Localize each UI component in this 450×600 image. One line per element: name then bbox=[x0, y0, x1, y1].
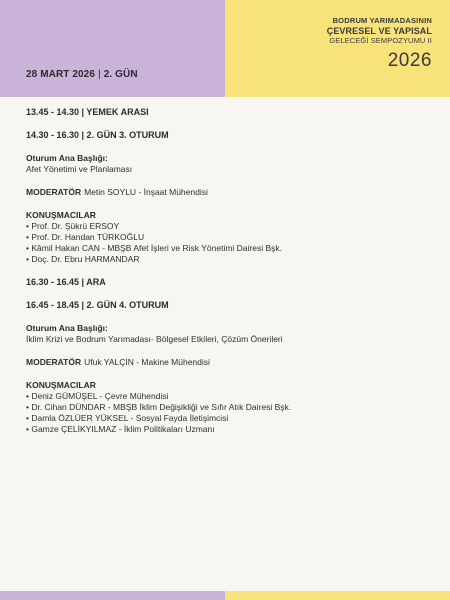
date-day-label bbox=[26, 69, 138, 80]
session3-moderator-name: Metin SOYLU - İnşaat Mühendisi bbox=[84, 187, 208, 197]
symposium-year: 2026 bbox=[387, 50, 432, 71]
lunch-break-title: 13.45 - 14.30 | YEMEK ARASI bbox=[26, 107, 149, 117]
session3-speaker: • Doç. Dr. Ebru HARMANDAR bbox=[26, 254, 140, 264]
session4-moderator bbox=[26, 357, 436, 368]
session4-topic: İklim Krizi ve Bodrum Yarımadası- Bölgesel Etkileri, Çözüm Önerileri bbox=[26, 334, 283, 344]
symposium-title-line1: BODRUM YARIMADASININ bbox=[332, 16, 432, 25]
symposium-title-line3: GELECEĞİ SEMPOZYUMU II bbox=[329, 36, 432, 45]
session4-speaker: • Gamze ÇELİKYILMAZ - İklim Politikaları Uzmanı bbox=[26, 424, 215, 434]
footer-lavender-bar bbox=[0, 591, 225, 600]
session3-topic: Afet Yönetimi ve Planlaması bbox=[26, 164, 133, 174]
schedule-content bbox=[26, 107, 436, 435]
date-separator: | bbox=[98, 69, 101, 80]
symposium-title-block bbox=[327, 16, 432, 71]
session3-moderator bbox=[26, 187, 436, 198]
session3-speaker: • Prof. Dr. Handan TÜRKOĞLU bbox=[26, 232, 145, 242]
day-text: 2. GÜN bbox=[103, 69, 138, 80]
session3-speaker: • Kâmil Hakan CAN - MBŞB Afet İşleri ve Risk Yönetimi Dairesi Bşk. bbox=[26, 243, 283, 253]
session4-speakers-label: KONUŞMACILAR bbox=[26, 380, 96, 390]
session4-topic-label: Oturum Ana Başlığı: bbox=[26, 323, 108, 333]
session4-title: 16.45 - 18.45 | 2. GÜN 4. OTURUM bbox=[26, 300, 169, 310]
session3-moderator-label: MODERATÖR bbox=[26, 187, 82, 197]
session4-speaker: • Damla ÖZLÜER YÜKSEL - Sosyal Fayda İletişimcisi bbox=[26, 413, 229, 423]
footer-yellow-bar bbox=[225, 591, 450, 600]
session3-speakers-label: KONUŞMACILAR bbox=[26, 210, 96, 220]
session4-moderator-label: MODERATÖR bbox=[26, 357, 82, 367]
session4-moderator-name: Ufuk YALÇIN - Makine Mühendisi bbox=[84, 357, 210, 367]
session4-speaker: • Deniz GÜMÜŞEL - Çevre Mühendisi bbox=[26, 391, 169, 401]
date-text: 28 MART 2026 bbox=[26, 69, 96, 80]
header-lavender-panel bbox=[0, 0, 225, 97]
session4-speaker: • Dr. Cihan DÜNDAR - MBŞB İklim Değişikliği ve Sıfır Atık Dairesi Bşk. bbox=[26, 402, 292, 412]
session3-topic-label: Oturum Ana Başlığı: bbox=[26, 153, 108, 163]
break-title: 16.30 - 16.45 | ARA bbox=[26, 277, 106, 287]
symposium-title-line2: ÇEVRESEL VE YAPISAL bbox=[326, 26, 432, 36]
session3-title: 14.30 - 16.30 | 2. GÜN 3. OTURUM bbox=[26, 130, 169, 140]
session3-speaker: • Prof. Dr. Şükrü ERSOY bbox=[26, 221, 120, 231]
